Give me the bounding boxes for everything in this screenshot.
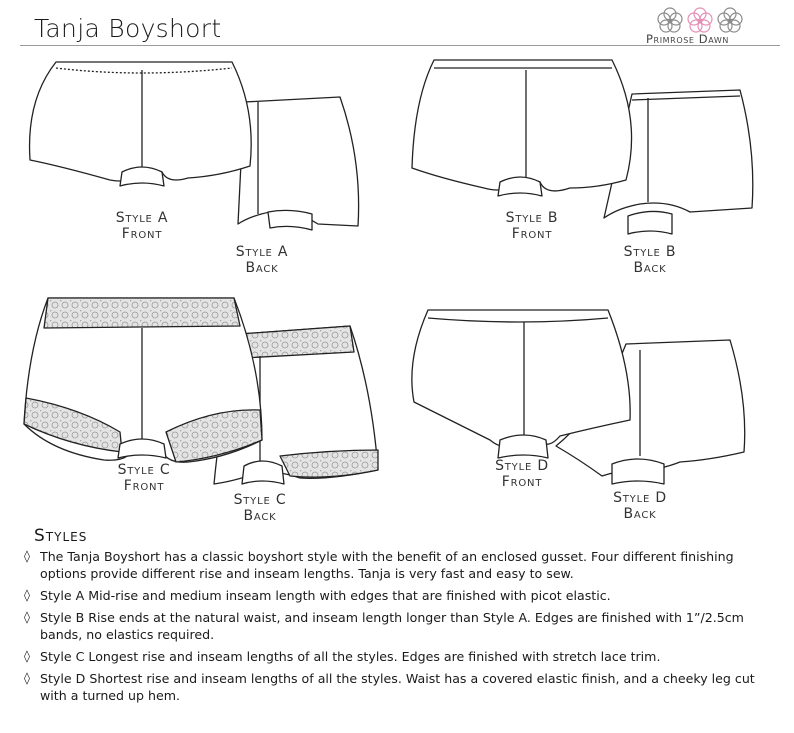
styles-heading: Styles xyxy=(34,526,88,546)
styles-list-item: ◊ Style C Longest rise and inseam lengths of all the styles. Edges are finished with stretch lace trim. xyxy=(22,648,782,665)
label-style-c-front: Style C Front xyxy=(117,462,171,494)
label-style-d-front: Style D Front xyxy=(495,458,549,490)
style-a-front-drawing xyxy=(30,62,252,186)
styles-list-item: ◊ Style A Mid-rise and medium inseam length with edges that are finished with picot elastic. xyxy=(22,587,782,604)
style-a-back-drawing xyxy=(238,97,359,230)
styles-list-item: ◊ The Tanja Boyshort has a classic boyshort style with the benefit of an enclosed gusset. Four different finishing options provide different rise and inseam lengths. Tanja is very fast and easy to sew. xyxy=(22,548,782,582)
label-style-b-front: Style B Front xyxy=(505,210,559,242)
style-b-front-drawing xyxy=(412,60,632,196)
style-c-front-drawing xyxy=(24,298,262,462)
styles-list-item: ◊ Style D Shortest rise and inseam lengths of all the styles. Waist has a covered elastic finish, and a cheeky leg cut with a turned up hem. xyxy=(22,670,782,704)
label-style-c-back: Style C Back xyxy=(233,492,287,524)
label-style-a-back: Style A Back xyxy=(235,244,289,276)
brand-name: Primrose Dawn xyxy=(646,32,729,46)
label-style-b-back: Style B Back xyxy=(623,244,677,276)
page-title: Tanja Boyshort xyxy=(34,14,222,43)
label-style-a-front: Style A Front xyxy=(115,210,169,242)
styles-list-item: ◊ Style B Rise ends at the natural waist, and inseam length longer than Style A. Edges are finished with 1”/2.5cm bands, no elastics required. xyxy=(22,609,782,643)
styles-list xyxy=(22,548,782,709)
label-style-d-back: Style D Back xyxy=(613,490,667,522)
